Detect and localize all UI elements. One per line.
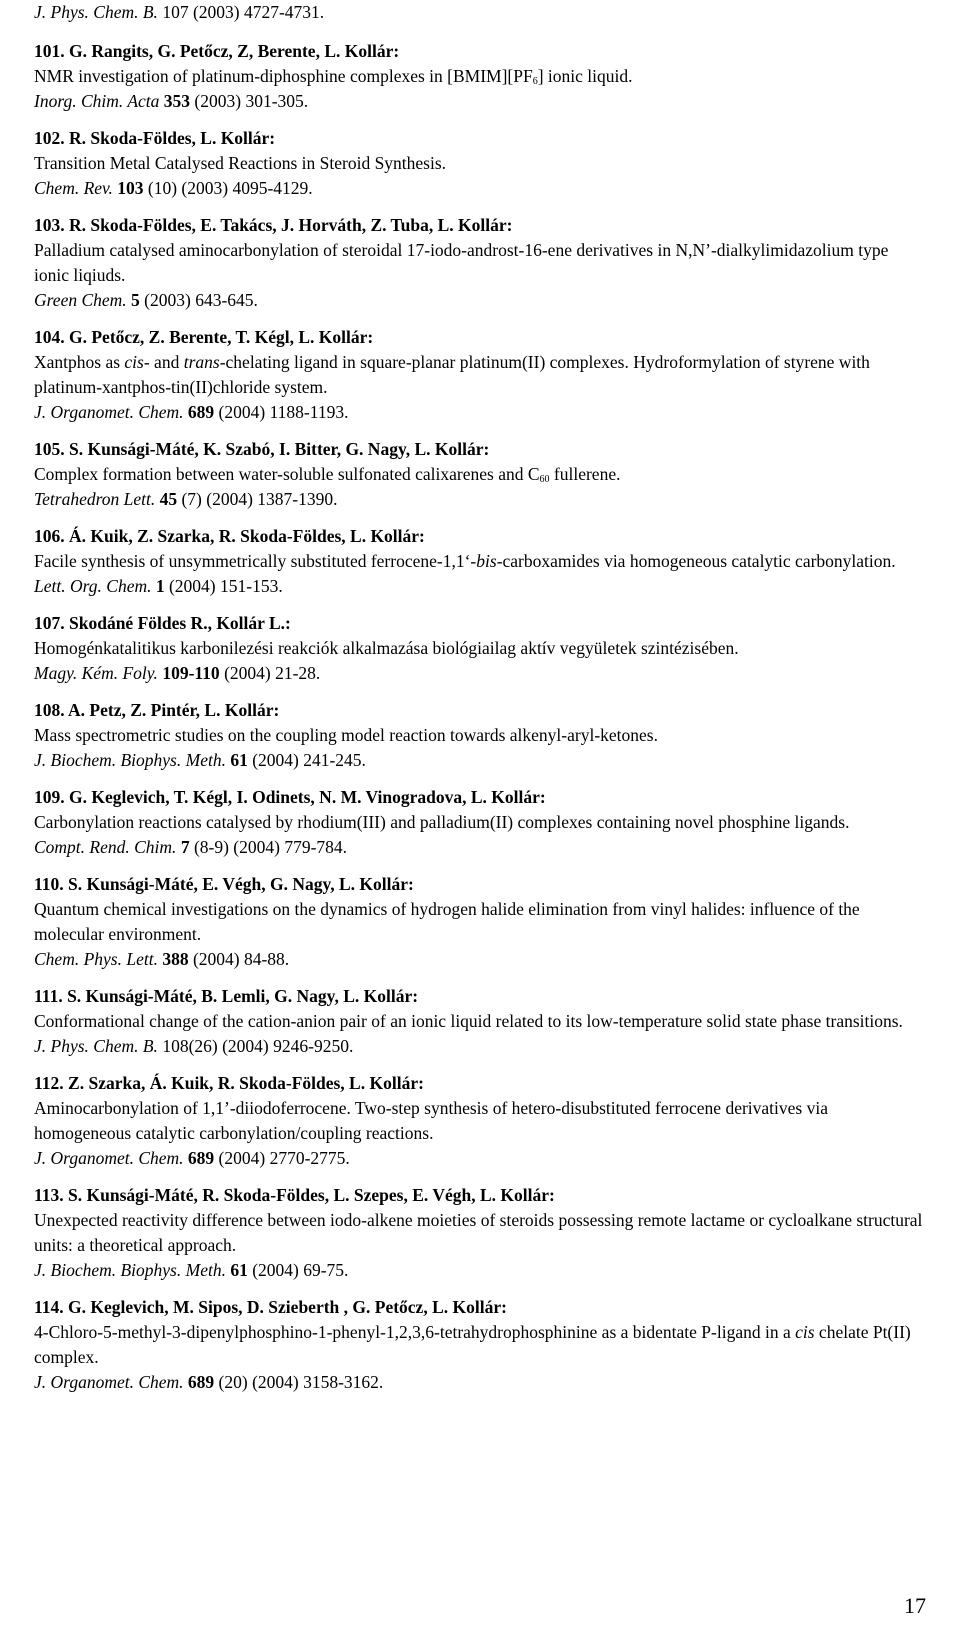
publication-entry (34, 126, 924, 201)
citation-details: (2003) 301-305. (190, 91, 309, 111)
publication-entry (34, 1295, 924, 1395)
entry-title: Complex formation between water-soluble sulfonated calixarenes and $C_{60}$ fullerene. (34, 464, 621, 485)
entry-citation (34, 1370, 924, 1395)
publication-entry (34, 213, 924, 313)
citation-details: 108(26) (2004) 9246-9250. (157, 1036, 354, 1056)
entry-title: 4-Chloro-5-methyl-3-dipenylphosphino-1-phenyl-1,2,3,6-tetrahydrophosphinine as a bidentate P-ligand in a cis chelate Pt(II) complex. (34, 1322, 911, 1367)
entry-citation (34, 1034, 924, 1059)
citation-details: (2004) 241-245. (247, 750, 366, 770)
entry-title: Aminocarbonylation of 1,1’-diiodoferrocene. Two-step synthesis of hetero-disubstituted ferrocene derivatives via homogeneous catalytic carbonylation/coupling reactions. (34, 1098, 828, 1143)
journal-name: Compt. Rend. Chim. (34, 837, 177, 857)
entry-citation (34, 574, 924, 599)
entry-citation (34, 176, 924, 201)
entry-citation (34, 947, 924, 972)
journal-name: Magy. Kém. Foly. (34, 663, 158, 683)
citation-details: (2003) 643-645. (139, 290, 258, 310)
publication-entry (34, 611, 924, 686)
entry-citation (34, 661, 924, 686)
journal-name: Chem. Phys. Lett. (34, 949, 158, 969)
journal-volume: 109-110 (157, 663, 220, 683)
entry-citation (34, 1258, 924, 1283)
entry-authors: 112. Z. Szarka, Á. Kuik, R. Skoda-Földes, L. Kollár: (34, 1073, 424, 1093)
entry-citation (34, 1146, 924, 1171)
journal-volume: 61 (225, 1260, 248, 1280)
citation-details: (8-9) (2004) 779-784. (189, 837, 348, 857)
citation-details: (2004) 21-28. (219, 663, 321, 683)
journal-name: J. Organomet. Chem. (34, 1372, 184, 1392)
journal-volume: 388 (157, 949, 189, 969)
entry-title: NMR investigation of platinum-diphosphine complexes in $[BMIM][PF_6]$ ionic liquid. (34, 66, 633, 87)
citation-details: (2004) 69-75. (247, 1260, 349, 1280)
journal-name: J. Phys. Chem. B. (34, 2, 158, 22)
journal-name: J. Organomet. Chem. (34, 402, 184, 422)
journal-volume: 7 (176, 837, 190, 857)
publication-entry (34, 984, 924, 1059)
citation-details: (2004) 1188-1193. (214, 402, 349, 422)
entry-title: Xantphos as cis- and trans-chelating ligand in square-planar platinum(II) complexes. Hydroformylation of styrene with platinum-xantphos-tin(II)chloride system. (34, 352, 870, 397)
journal-name: Inorg. Chim. Acta (34, 91, 160, 111)
journal-volume: 1 (151, 576, 165, 596)
entry-title: Quantum chemical investigations on the dynamics of hydrogen halide elimination from vinyl halides: influence of the molecular environment. (34, 899, 860, 944)
entry-title: Mass spectrometric studies on the coupling model reaction towards alkenyl-aryl-ketones. (34, 725, 658, 745)
entry-citation (34, 400, 924, 425)
journal-name: J. Biochem. Biophys. Meth. (34, 1260, 226, 1280)
journal-name: J. Organomet. Chem. (34, 1148, 184, 1168)
journal-volume: 45 (155, 489, 178, 509)
publication-list (34, 39, 924, 1407)
journal-volume: 689 (183, 1372, 215, 1392)
entry-authors: 111. S. Kunsági-Máté, B. Lemli, G. Nagy, L. Kollár: (34, 986, 419, 1006)
publication-entry (34, 437, 924, 512)
journal-name: Tetrahedron Lett. (34, 489, 156, 509)
journal-volume: 689 (183, 1148, 215, 1168)
journal-volume: 689 (183, 402, 215, 422)
entry-authors: 114. G. Keglevich, M. Sipos, D. Szieberth , G. Petőcz, L. Kollár: (34, 1297, 507, 1317)
entry-authors: 110. S. Kunsági-Máté, E. Végh, G. Nagy, L. Kollár: (34, 874, 414, 894)
previous-entry-citation (34, 0, 914, 25)
publication-entry (34, 1071, 924, 1171)
entry-authors: 101. G. Rangits, G. Petőcz, Z, Berente, L. Kollár: (34, 41, 400, 61)
entry-authors: 106. Á. Kuik, Z. Szarka, R. Skoda-Földes, L. Kollár: (34, 526, 425, 546)
journal-name: Chem. Rev. (34, 178, 113, 198)
citation-details: (7) (2004) 1387-1390. (177, 489, 338, 509)
entry-citation (34, 89, 924, 114)
entry-title: Transition Metal Catalysed Reactions in Steroid Synthesis. (34, 153, 447, 173)
entry-title: Conformational change of the cation-anion pair of an ionic liquid related to its low-temperature solid state phase transitions. (34, 1011, 903, 1031)
citation-details: (10) (2003) 4095-4129. (143, 178, 313, 198)
entry-authors: 109. G. Keglevich, T. Kégl, I. Odinets, N. M. Vinogradova, L. Kollár: (34, 787, 546, 807)
journal-volume: 5 (126, 290, 140, 310)
entry-authors: 113. S. Kunsági-Máté, R. Skoda-Földes, L. Szepes, E. Végh, L. Kollár: (34, 1185, 555, 1205)
page-number: 17 (904, 1593, 926, 1618)
entry-citation (34, 835, 924, 860)
entry-authors: 104. G. Petőcz, Z. Berente, T. Kégl, L. Kollár: (34, 327, 374, 347)
publication-entry (34, 698, 924, 773)
publication-entry (34, 872, 924, 972)
entry-authors: 102. R. Skoda-Földes, L. Kollár: (34, 128, 276, 148)
publication-entry (34, 785, 924, 860)
citation-details: (2004) 84-88. (188, 949, 290, 969)
journal-volume: 61 (225, 750, 248, 770)
entry-title: Homogénkatalitikus karbonilezési reakciók alkalmazása biológiailag aktív vegyületek szintézisében. (34, 638, 739, 658)
publication-entry (34, 325, 924, 425)
entry-authors: 108. A. Petz, Z. Pintér, L. Kollár: (34, 700, 280, 720)
entry-authors: 103. R. Skoda-Földes, E. Takács, J. Horváth, Z. Tuba, L. Kollár: (34, 215, 513, 235)
citation-details: (2004) 151-153. (164, 576, 283, 596)
entry-title: Carbonylation reactions catalysed by rhodium(III) and palladium(II) complexes containing novel phosphine ligands. (34, 812, 850, 832)
citation-details: (20) (2004) 3158-3162. (214, 1372, 384, 1392)
journal-name: J. Biochem. Biophys. Meth. (34, 750, 226, 770)
journal-volume: 103 (112, 178, 144, 198)
journal-volume: 353 (159, 91, 191, 111)
entry-title: Facile synthesis of unsymmetrically substituted ferrocene-1,1‘-bis-carboxamides via homogeneous catalytic carbonylation. (34, 551, 896, 571)
entry-authors: 107. Skodáné Földes R., Kollár L.: (34, 613, 291, 633)
publication-entry (34, 524, 924, 599)
citation-details: (2004) 2770-2775. (214, 1148, 350, 1168)
citation-details: 107 (2003) 4727-4731. (157, 2, 325, 22)
journal-name: Lett. Org. Chem. (34, 576, 152, 596)
journal-name: Green Chem. (34, 290, 127, 310)
entry-title: Palladium catalysed aminocarbonylation of steroidal 17-iodo-androst-16-ene derivatives in N,N’-dialkylimidazolium type ionic liqiuds. (34, 240, 889, 285)
entry-citation (34, 288, 924, 313)
entry-citation (34, 487, 924, 512)
entry-authors: 105. S. Kunsági-Máté, K. Szabó, I. Bitter, G. Nagy, L. Kollár: (34, 439, 490, 459)
entry-title: Unexpected reactivity difference between iodo-alkene moieties of steroids possessing remote lactame or cycloalkane structural units: a theoretical approach. (34, 1210, 923, 1255)
entry-citation (34, 748, 924, 773)
journal-name: J. Phys. Chem. B. (34, 1036, 158, 1056)
publication-entry (34, 1183, 924, 1283)
publication-entry (34, 39, 924, 114)
